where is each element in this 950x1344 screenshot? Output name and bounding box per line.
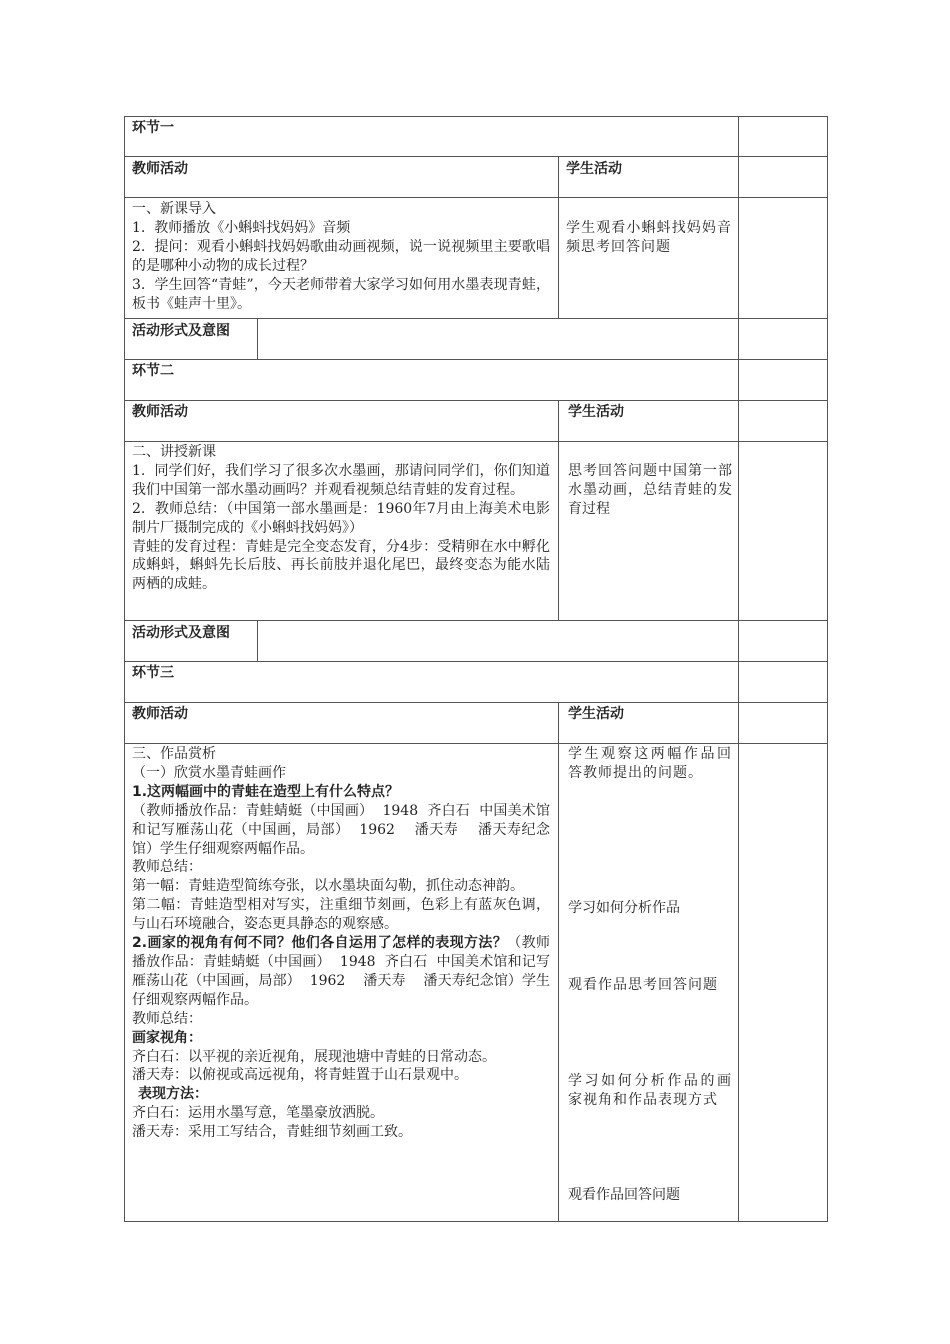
rule	[124, 116, 828, 117]
activity-form-label: 活动形式及意图	[132, 323, 230, 339]
student-activity-text: 学习如何分析作品的画家视角和作品表现方式	[568, 1073, 732, 1108]
student-activity-text: 思考回答问题中国第一部水墨动画，总结青蛙的发育过程	[568, 463, 732, 517]
rule	[558, 400, 559, 621]
text-line: 1. 教师播放《小蝌蚪找妈妈》音频	[132, 219, 351, 236]
rule	[124, 1221, 828, 1222]
student-activity-text: 学生观察这两幅作品回答教师提出的问题。	[568, 746, 732, 781]
text-line: 三、作品赏析	[132, 746, 216, 762]
question-1: 1.这两幅画中的青蛙在造型上有什么特点？	[132, 783, 400, 800]
text-line: 教师总结：	[132, 1010, 202, 1027]
subheading-perspective: 画家视角：	[132, 1029, 202, 1046]
rule	[558, 156, 559, 319]
text-line: 第一幅：青蛙造型简练夸张，以水墨块面勾勒，抓住动态神韵。	[132, 878, 524, 895]
rule	[738, 116, 739, 1222]
teacher-activity-text	[132, 443, 550, 594]
rule	[558, 702, 559, 1222]
rule	[124, 702, 828, 703]
section-header: 环节三	[132, 665, 174, 681]
student-activity-label: 学生活动	[568, 404, 624, 420]
text-line: 潘天寿：采用工写结合，青蛙细节刻画工致。	[132, 1124, 412, 1141]
rule	[124, 197, 828, 198]
section-header: 环节二	[132, 363, 174, 379]
rule	[257, 620, 258, 662]
text-line: 二、讲授新课	[132, 444, 216, 460]
rule	[124, 156, 828, 157]
text-line: （教师播放作品：青蛙蜻蜓（中国画） 1948 齐白石 中国美术馆和记写雁荡山花（中国画，局部） 1962 潘天寿 潘天寿纪念馆）学生仔细观察两幅作品。	[132, 935, 550, 1008]
text-line: 一、新课导入	[132, 201, 216, 217]
text-line: 第二幅：青蛙造型相对写实，注重细节刻画，色彩上有蓝灰色调，与山石环境融合，姿态更具静态的观察感。	[132, 897, 550, 933]
text-line: （一）欣赏水墨青蛙画作	[132, 764, 286, 781]
teacher-activity-label: 教师活动	[132, 706, 188, 722]
text-line: 1. 同学们好，我们学习了很多次水墨画，那请问同学们，你们知道我们中国第一部水墨动画吗？并观看视频总结青蛙的发育过程。	[132, 462, 550, 498]
rule	[257, 318, 258, 360]
teacher-activity-text	[132, 745, 550, 1142]
section-header: 环节一	[132, 120, 174, 136]
rule	[124, 318, 828, 319]
lesson-plan-table	[124, 116, 828, 1222]
question-2: 2.画家的视角有何不同？他们各自运用了怎样的表现方法？	[132, 935, 508, 952]
student-activity-text: 观看作品思考回答问题	[568, 977, 718, 993]
student-activity-text: 学习如何分析作品	[568, 900, 680, 916]
text-line: 青蛙的发育过程：青蛙是完全变态发育，分4步：受精卵在水中孵化成蝌蚪，蝌蚪先长后肢、再长前肢并退化尾巴，最终变态为能水陆两栖的成蛙。	[132, 538, 550, 593]
rule	[124, 743, 828, 744]
text-line: 齐白石：运用水墨写意，笔墨豪放洒脱。	[132, 1105, 384, 1122]
rule	[124, 441, 828, 442]
text-line: 齐白石：以平视的亲近视角，展现池塘中青蛙的日常动态。	[132, 1048, 496, 1065]
student-activity-label: 学生活动	[566, 161, 622, 177]
rule	[827, 116, 828, 1222]
student-activity-text: 学生观看小蝌蚪找妈妈音频思考回答问题	[566, 220, 732, 255]
student-activity-text: 观看作品回答问题	[568, 1187, 680, 1203]
text-line: 教师总结：	[132, 859, 202, 876]
teacher-activity-text	[132, 200, 550, 313]
student-activity-label: 学生活动	[568, 706, 624, 722]
text-line: （教师播放作品：青蛙蜻蜓（中国画） 1948 齐白石 中国美术馆和记写雁荡山花（中国画，局部） 1962 潘天寿 潘天寿纪念馆）学生仔细观察两幅作品。	[132, 802, 550, 857]
rule	[124, 661, 828, 662]
activity-form-label: 活动形式及意图	[132, 625, 230, 641]
teacher-activity-label: 教师活动	[132, 404, 188, 420]
rule	[124, 620, 828, 621]
text-line: 3. 学生回答“青蛙”，今天老师带着大家学习如何用水墨表现青蛙，板书《蛙声十里》。	[132, 276, 550, 312]
rule	[124, 359, 828, 360]
text-line: 2. 教师总结：（中国第一部水墨画是：1960年7月由上海美术电影制片厂摄制完成的《小蝌蚪找妈妈》）	[132, 500, 550, 536]
text-line: 潘天寿：以俯视或高远视角，将青蛙置于山石景观中。	[132, 1067, 468, 1084]
rule	[124, 400, 828, 401]
rule	[124, 116, 125, 1222]
text-line: 2. 提问：观看小蝌蚪找妈妈歌曲动画视频，说一说视频里主要歌唱的是哪种小动物的成长过程？	[132, 238, 550, 274]
subheading-technique: 表现方法：	[138, 1086, 208, 1103]
teacher-activity-label: 教师活动	[132, 161, 188, 177]
